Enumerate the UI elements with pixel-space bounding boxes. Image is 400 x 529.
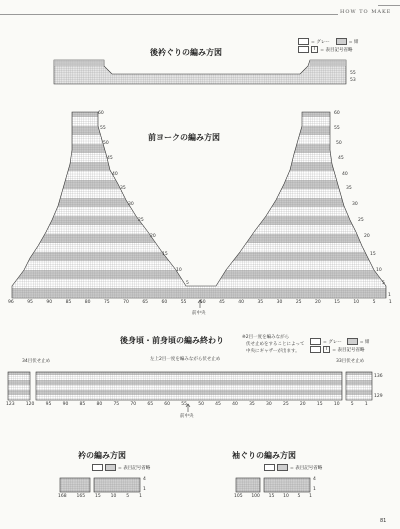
yoke-row-label-r: 60 — [334, 111, 340, 116]
yoke-row-label-r: 50 — [336, 141, 342, 146]
collar-row-1: 1 — [143, 487, 146, 492]
armhole-row-4: 4 — [313, 477, 316, 482]
body-left-bind: 34目伏せ止め — [22, 359, 51, 364]
yoke-row-label-r: 10 — [376, 268, 382, 273]
body-finish-chart — [8, 372, 372, 400]
body-note-1: ※2目一度を編みながら — [242, 335, 290, 340]
collar-chart — [60, 478, 140, 492]
legend-top: = グレー = 紺 — [298, 38, 358, 45]
collar-row-4: 4 — [143, 477, 146, 482]
body-row-129: 129 — [374, 394, 383, 399]
body-right-bind: 33目伏せ止め — [336, 359, 365, 364]
yoke-row-label: 60 — [98, 111, 104, 116]
front-yoke-title: 前ヨークの編み方図 — [148, 133, 220, 142]
back-neck-chart — [54, 60, 346, 84]
yoke-row-label: 45 — [107, 156, 113, 161]
body-note-3: 中央にギャザーが出ます。 — [246, 349, 300, 354]
yoke-row-label-r: 5 — [382, 281, 385, 286]
yoke-row-label: 20 — [150, 234, 156, 239]
swatch-navy — [336, 38, 347, 45]
body-bottom-labels: 123 120 95 90 85 80 75 70 65 60 55 50 45 40 35 30 25 20 15 10 5 1 — [6, 402, 368, 407]
yoke-bottom-labels: 96 95 90 85 80 75 70 65 60 55 50 45 40 35 30 25 20 15 10 5 1 — [8, 300, 392, 305]
legend-armhole: = 表目記号省略 — [264, 464, 322, 471]
header-tab-text: HOW TO MAKE — [340, 9, 392, 15]
armhole-row-1: 1 — [313, 487, 316, 492]
yoke-row-label-r: 45 — [338, 156, 344, 161]
back-neck-row-55: 55 — [350, 71, 356, 76]
yoke-row-label-r: 40 — [342, 172, 348, 177]
yoke-row-label: 50 — [103, 141, 109, 146]
yoke-row-label: 10 — [176, 268, 182, 273]
legend-collar: = 表目記号省略 — [92, 464, 150, 471]
back-neck-row-53: 53 — [350, 78, 356, 83]
body-center-bind: 左上2目一度を編みながら伏せ止め — [150, 357, 221, 362]
yoke-row-label: 5 — [186, 281, 189, 286]
yoke-row-label-r: 15 — [370, 252, 376, 257]
armhole-bottom-labels: 105 100 15 10 5 1 — [234, 494, 312, 499]
body-note-2: 伏せ止めをすることによって — [246, 342, 305, 347]
yoke-row-label: 35 — [120, 186, 126, 191]
body-center-label: 前中央 — [180, 414, 194, 419]
swatch-grey — [298, 38, 309, 45]
legend-symbol-top: l = 表目記号省略 — [298, 46, 352, 53]
collar-bottom-labels: 168 165 15 10 5 1 — [58, 494, 142, 499]
yoke-row-label: 15 — [162, 252, 168, 257]
yoke-row-label: 55 — [100, 126, 106, 131]
yoke-row-label-r: 55 — [334, 126, 340, 131]
armhole-title: 袖ぐりの編み方図 — [232, 451, 296, 460]
body-row-136: 136 — [374, 374, 383, 379]
symbol-value: l — [311, 46, 318, 53]
collar-title: 衿の編み方図 — [78, 451, 126, 460]
page-number: 81 — [380, 518, 387, 524]
yoke-center-label: 前中央 — [192, 311, 206, 316]
back-neck-title: 後衿ぐりの編み方図 — [150, 48, 222, 57]
legend-body-symbol: l = 表目記号省略 — [310, 346, 364, 353]
legend-body: = グレー = 紺 — [310, 338, 369, 345]
body-title: 後身頃・前身頃の編み終わり — [120, 336, 224, 345]
armhole-chart — [236, 478, 310, 492]
yoke-row-label-r: 1 — [388, 293, 391, 298]
yoke-row-label: 25 — [138, 218, 144, 223]
yoke-row-label-r: 35 — [346, 186, 352, 191]
yoke-row-label-r: 20 — [364, 234, 370, 239]
yoke-row-label-r: 30 — [352, 202, 358, 207]
yoke-row-label: 40 — [112, 172, 118, 177]
yoke-row-label: 30 — [128, 202, 134, 207]
yoke-row-label-r: 25 — [358, 218, 364, 223]
